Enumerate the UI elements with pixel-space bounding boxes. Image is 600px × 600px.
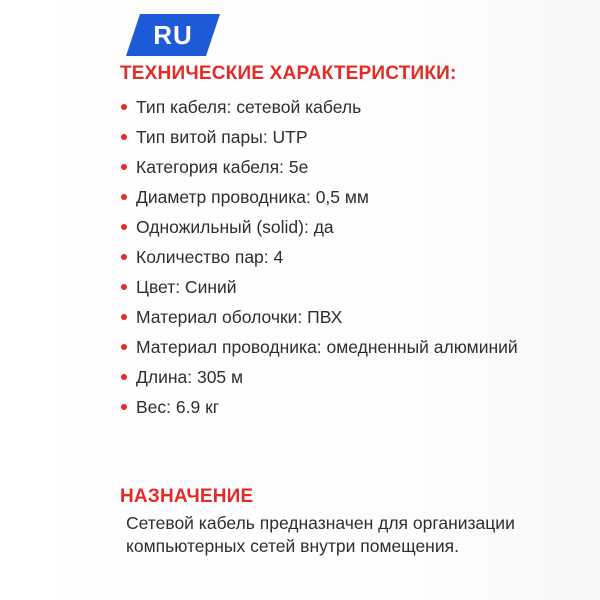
bullet-icon	[121, 344, 127, 350]
bullet-icon	[121, 314, 127, 320]
bullet-icon	[121, 284, 127, 290]
specs-heading: ТЕХНИЧЕСКИЕ ХАРАКТЕРИСТИКИ:	[120, 63, 457, 84]
spec-item-pairs-count	[121, 245, 581, 270]
spec-item-text: Материал оболочки: ПВХ	[136, 307, 343, 327]
bullet-icon	[121, 164, 127, 170]
spec-item-category	[121, 155, 581, 180]
spec-item-conductor-material	[121, 335, 581, 360]
spec-item-cable-type	[121, 95, 581, 120]
spec-item-sheath-material	[121, 305, 581, 330]
language-badge	[126, 14, 220, 56]
spec-list	[121, 95, 581, 425]
spec-item-length	[121, 365, 581, 390]
spec-item-text: Материал проводника: омедненный алюминий	[136, 337, 518, 357]
spec-item-text: Длина: 305 м	[136, 367, 244, 387]
purpose-description: Сетевой кабель предназначен для организации компьютерных сетей внутри помещения.	[126, 513, 515, 556]
spec-item-text: Цвет: Синий	[136, 277, 237, 297]
spec-item-twisted-pair-type	[121, 125, 581, 150]
spec-item-solid	[121, 215, 581, 240]
spec-item-text: Одножильный (solid): да	[136, 217, 334, 237]
bullet-icon	[121, 104, 127, 110]
bullet-icon	[121, 374, 127, 380]
bullet-icon	[121, 404, 127, 410]
bullet-icon	[121, 254, 127, 260]
bullet-icon	[121, 194, 127, 200]
spec-item-conductor-diameter	[121, 185, 581, 210]
spec-item-weight	[121, 395, 581, 420]
language-badge-label: RU	[153, 20, 193, 50]
spec-item-text: Категория кабеля: 5e	[136, 157, 309, 177]
spec-item-text: Тип витой пары: UTP	[136, 127, 308, 147]
spec-item-text: Диаметр проводника: 0,5 мм	[136, 187, 369, 207]
spec-item-text: Количество пар: 4	[136, 247, 284, 267]
bullet-icon	[121, 224, 127, 230]
spec-item-text: Вес: 6.9 кг	[136, 397, 220, 417]
spec-item-color	[121, 275, 581, 300]
spec-item-text: Тип кабеля: сетевой кабель	[136, 97, 362, 117]
bullet-icon	[121, 134, 127, 140]
purpose-heading: НАЗНАЧЕНИЕ	[120, 486, 254, 507]
